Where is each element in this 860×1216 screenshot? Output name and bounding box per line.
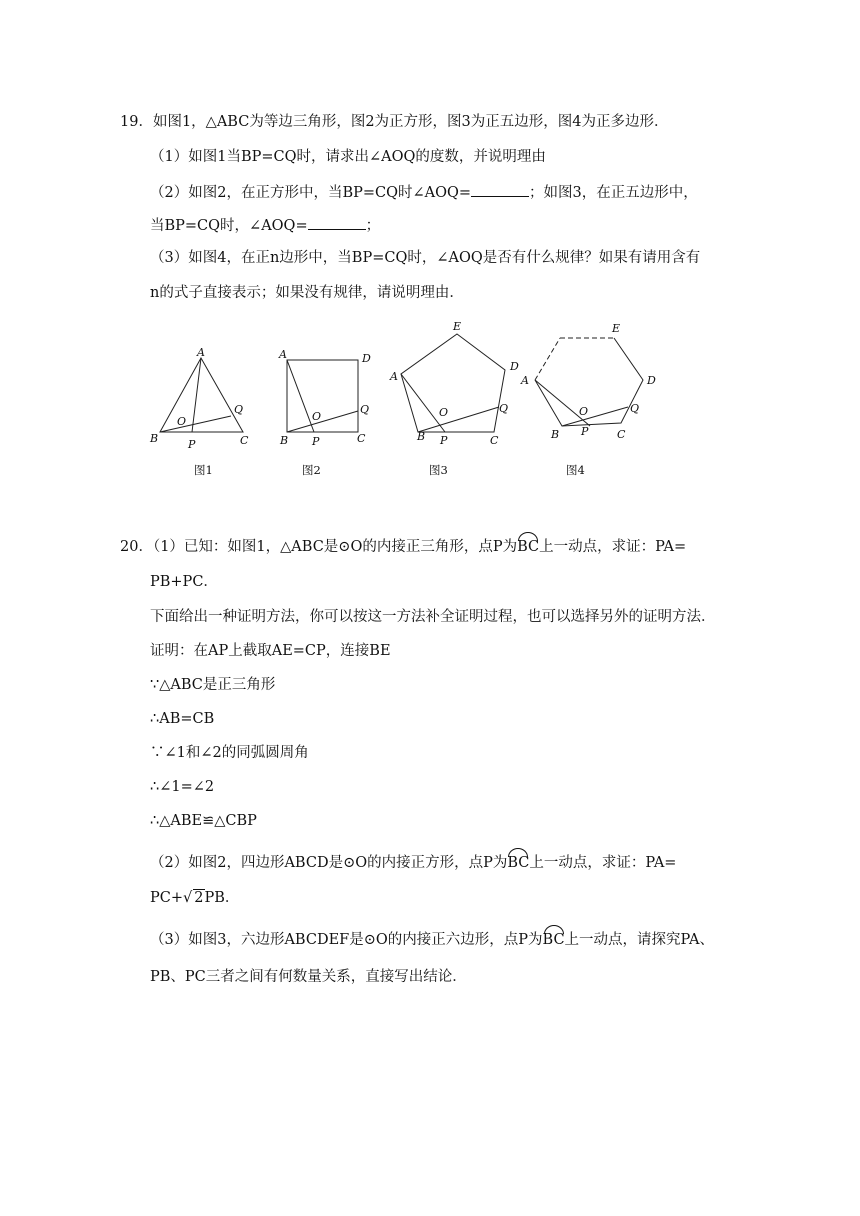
q19-figures [0,0,860,500]
label-C: C [617,428,626,441]
caption-figure-4: 图4 [566,463,585,477]
q19-part2-line1: （2）如图2，在正方形中，当BP=CQ时∠AOQ= ；如图3，在正五边形中， [150,182,698,203]
q20-proof-line2: ∵△ABC是正三角形 [150,677,276,693]
arc-bc: BC [517,539,540,555]
label-E: E [612,322,621,335]
label-Q: Q [234,403,244,416]
label-O: O [439,406,449,419]
sqrt-sign: √ [183,890,193,906]
figure-1-triangle [149,346,249,477]
label-Q: Q [360,403,370,416]
label-P: P [312,435,320,448]
label-D: D [510,360,519,373]
sqrt-radicand: 2 [194,890,204,906]
label-O: O [177,415,187,428]
caption-figure-1: 图1 [194,463,213,477]
label-B: B [150,432,159,445]
label-A: A [197,346,205,359]
q20-part3-line2: PB、PC三者之间有何数量关系，直接写出结论． [150,969,467,985]
q20-proof-line6: ∴△ABE≌△CBP [150,813,257,829]
q19-stem: 19．如图1，△ABC为等边三角形，图2为正方形，图3为正五边形，图4为正多边形． [120,114,669,130]
label-A: A [390,370,398,383]
label-C: C [240,434,249,447]
caption-figure-2: 图2 [302,463,321,477]
label-E: E [453,320,462,333]
label-B: B [280,434,289,447]
q20-proof-line5: ∴∠1=∠2 [150,779,215,795]
figure-2-square [278,348,371,477]
label-P: P [581,425,589,438]
q20-proof-line1: 证明：在AP上截取AE=CP，连接BE [150,643,391,659]
label-A: A [521,374,529,387]
q19-part3-line1: （3）如图4，在正n边形中，当BP=CQ时，∠AOQ是否有什么规律？如果有请用含有 [150,250,701,266]
label-B: B [551,428,560,441]
q20-part2-line1: （2）如图2，四边形ABCD是⊙O的内接正方形，点P为BC上一动点，求证：PA= [150,855,677,871]
figure-4-polygon [520,322,656,477]
q20-part1-line1: 20．（1）已知：如图1，△ABC是⊙O的内接正三角形，点P为BC上一动点，求证：PA= [120,539,687,555]
label-A: A [279,348,287,361]
label-D: D [647,374,656,387]
label-D: D [362,352,371,365]
q20-proof-line4: ∵∠1和∠2的同弧圆周角 [150,745,309,761]
q20-part3-line1: （3）如图3，六边形ABCDEF是⊙O的内接正六边形，点P为BC上一动点，请探究PA、 [150,932,714,948]
q20-hint: 下面给出一种证明方法，你可以按这一方法补全证明过程，也可以选择另外的证明方法． [150,609,716,625]
label-C: C [490,434,499,447]
figure-3-pentagon [389,320,519,477]
label-P: P [440,434,448,447]
q19-part3-line2: n的式子直接表示；如果没有规律，请说明理由． [150,285,464,301]
label-B: B [417,430,426,443]
q19-part2-line2: 当BP=CQ时，∠AOQ= ； [150,215,380,236]
label-O: O [579,405,589,418]
label-O: O [312,410,322,423]
label-Q: Q [499,402,509,415]
arc-bc: BC [507,855,530,871]
label-C: C [357,432,366,445]
caption-figure-3: 图3 [429,463,448,477]
arc-bc: BC [542,932,565,948]
q20-part1-line2: PB+PC． [150,574,218,590]
label-Q: Q [630,402,640,415]
q19-part1: （1）如图1当BP=CQ时，请求出∠AOQ的度数，并说明理由 [150,149,546,165]
q20-proof-line3: ∴AB=CB [150,711,215,727]
q20-part2-line2: PC+√ 2PB． [150,890,240,906]
label-P: P [188,438,196,451]
